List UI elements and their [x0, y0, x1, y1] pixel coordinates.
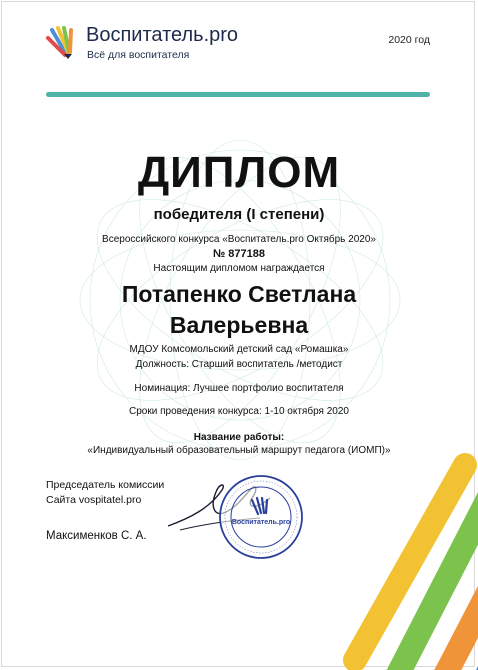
diploma-number: № 877188: [212, 248, 266, 260]
work-title: «Индивидуальный образовательный маршрут педагога (ИОМП)»: [87, 445, 391, 456]
year-label: 2020 год: [388, 34, 430, 46]
header-divider: [46, 92, 430, 97]
nomination: Номинация: Лучшее портфолио воспитателя: [134, 383, 344, 394]
chair-title-line2: Сайта vospitatel.pro: [46, 494, 142, 506]
seal-text: Воспитатель.pro: [231, 519, 291, 526]
position: Должность: Старший воспитатель /методист: [135, 359, 343, 370]
pencils-icon: [44, 24, 80, 60]
brand-subtitle: Всё для воспитателя: [87, 49, 190, 61]
chair-title-line1: Председатель комиссии: [46, 479, 165, 491]
diploma-title: ДИПЛОМ: [137, 148, 341, 197]
recipient-name-line1: Потапенко Светлана: [121, 281, 357, 307]
contest-name: Всероссийского конкурса «Воспитатель.pro Октябрь 2020»: [102, 234, 376, 245]
signer-name: Максименков С. А.: [46, 530, 147, 542]
work-title-label: Название работы:: [193, 432, 285, 443]
stamp-seal: [218, 474, 304, 560]
brand-title: Воспитатель.pro: [86, 24, 239, 46]
award-text: Настоящим дипломом награждается: [153, 263, 325, 274]
contest-dates: Сроки проведения конкурса: 1-10 октября 2020: [129, 406, 349, 417]
diploma-degree: победителя (I степени): [153, 206, 325, 223]
decorative-stripes: [300, 440, 478, 670]
organization: МДОУ Комсомольский детский сад «Ромашка»: [129, 344, 349, 355]
recipient-name-line2: Валерьевна: [169, 312, 309, 338]
